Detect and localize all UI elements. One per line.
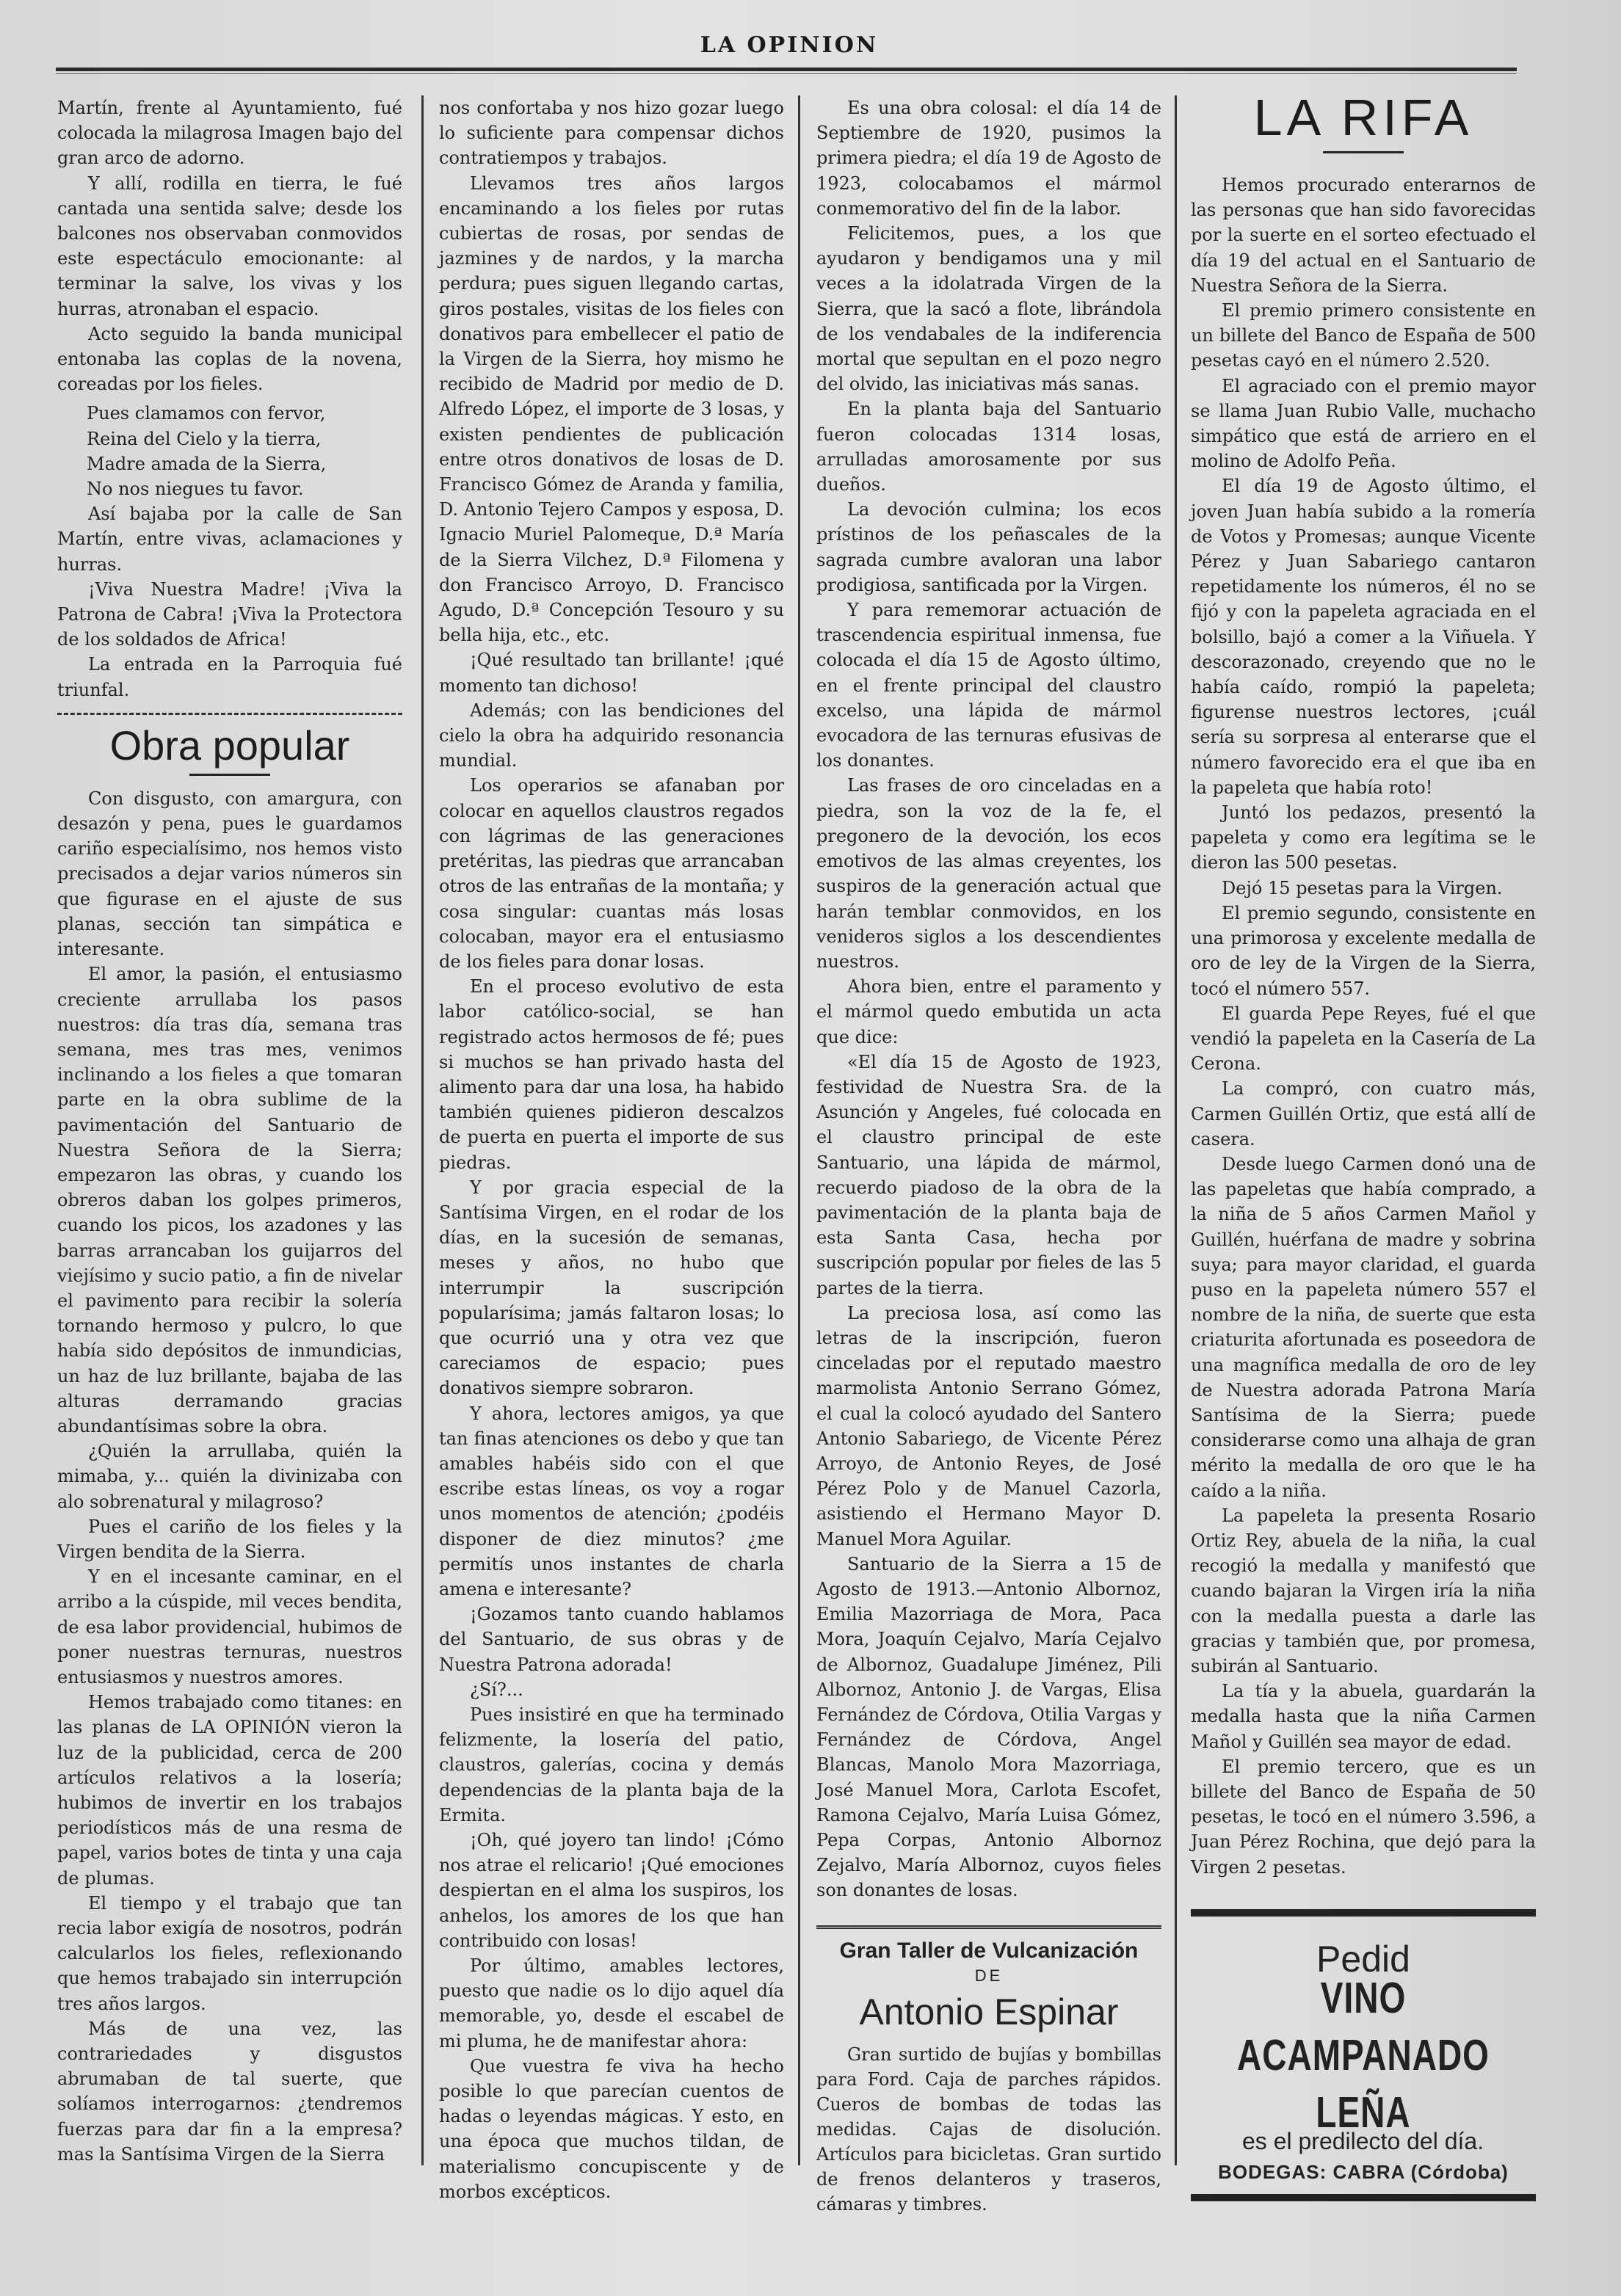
paragraph: Felicitemos, pues, a los que ayudaron y bendigamos una y mil veces a la idolatrada Virgen de la Sierra, que la sacó a flote, librándola de los vendabales de la indiferencia mortal que sepultan en el pozo negro del olvido, las iniciativas más sanas. <box>816 223 1161 395</box>
header-rule-thin <box>56 73 1517 74</box>
paragraph: ¡Qué resultado tan brillante! ¡qué momento tan dichoso! <box>439 650 784 696</box>
paragraph: El premio tercero, que es un billete del Banco de España de 50 pesetas, le tocó en el número 3.596, a Juan Pérez Rochina, que dejó para la Virgen 2 pesetas. <box>1191 1756 1536 1878</box>
header-rule <box>56 68 1517 71</box>
column-rule <box>1175 95 1177 2165</box>
paragraph: Desde luego Carmen donó una de las papeletas que había comprado, a la niña de 5 años Carmen Mañol y Guillén, huérfana de madre y sobrina suya; para mayor claridad, el guarda puso en la papeleta número 557 el nombre de la niña, de suerte que esta criaturita afortunada es poseedora de una magnífica medalla de oro de ley de Nuestra adorada Patrona María Santísima de la Sierra; puede considerarse como una alhaja de gran mérito la medalla de oro que le ha caído a la niña. <box>1191 1153 1536 1501</box>
paragraph: La entrada en la Parroquia fué triunfal. <box>57 654 402 700</box>
paragraph: «El día 15 de Agosto de 1923, festividad de Nuestra Sra. de la Asunción y Angeles, fué colocada en el claustro principal de este Santuario, una lápida de mármol, recuerdo piadoso de la obra de la pavimentación de la planta baja de esta Santa Casa, hecha por suscripción popular por fieles de las 5 partes de la tierra. <box>816 1051 1161 1298</box>
column-2 <box>439 95 784 2204</box>
ad-line-product: VINO ACAMPANADO LEÑA <box>1237 1972 1490 2137</box>
paragraph: ¡Oh, qué joyero tan lindo! ¡Cómo nos atrae el relicario! ¡Qué emociones despiertan en el alma los suspiros, los anhelos, los amores de los que han contribuido con losas! <box>439 1830 784 1951</box>
paragraph: Y ahora, lectores amigos, ya que tan finas atenciones os debo y que tan amables habéis sido con el que escribe estas líneas, os voy a rogar unos momentos de atención; ¿podéis disponer de diez minutos? ¿me permitís unos instantes de charla amena e interesante? <box>439 1403 784 1599</box>
paragraph: La papeleta la presenta Rosario Ortiz Rey, abuela de la niña, la cual recogió la medalla y manifestó que cuando bajaran la Virgen iría la niña con la medalla puesta a darle las gracias y también que, por promesa, subirán al Santuario. <box>1191 1505 1536 1676</box>
paragraph: El premio segundo, consistente en una primorosa y excelente medalla de oro de ley de la Virgen de la Sierra, tocó el número 557. <box>1191 902 1536 999</box>
verse-line: Pues clamamos con fervor, <box>87 403 326 424</box>
paragraph: El amor, la pasión, el entusiasmo creciente arrullaba los pasos nuestros: día tras día, semana tras semana, mes tras mes, venimos inclinando a los fieles a que tomaran parte en la obra sublime de la pavimentación del Santuario de Nuestra Señora de la Sierra; empezaron las obras, y cuando los obreros daban los golpes primeros, cuando los picos, los azadones y las barras arrancaban los guijarros del viejísimo y sucio patio, a fin de nivelar el pavimento para recibir la solería tornando hermoso y pulcro, lo que había sido depósitos de inmundicias, un haz de luz brillante, bajaba de las alturas derramando gracias abundantísimas sobre la obra. <box>57 964 402 1436</box>
paragraph: Y por gracia especial de la Santísima Virgen, en el rodar de los días, en la sucesión de semanas, meses y años, no hubo que interrumpir la suscripción popularísima; jamás faltaron losas; lo que ocurrió una y otra vez que careciamos de espacio; pues donativos siempre sobraron. <box>439 1177 784 1399</box>
paragraph: Así bajaba por la calle de San Martín, entre vivas, aclamaciones y hurras. <box>57 504 402 575</box>
verse-line: Madre amada de la Sierra, <box>87 453 327 474</box>
paragraph: Por último, amables lectores, puesto que nadie os lo dijo aquel día memorable, yo, desde el escabel de mi pluma, he de manifestar ahora: <box>439 1955 784 2052</box>
paragraph: Martín, frente al Ayuntamiento, fué colocada la milagrosa Imagen bajo del gran arco de adorno. <box>57 98 402 169</box>
ad-de: DE <box>974 1966 1004 1985</box>
paragraph: Las frases de oro cinceladas en a piedra, son la voz de la fe, el pregonero de la devoción, los ecos emotivos de las almas creyentes, los suspiros de la generación actual que harán temblar conmovidos, en los venideros siglos a los descendientes nuestros. <box>816 775 1161 972</box>
verse-line: No nos niegues tu favor. <box>87 479 304 500</box>
paragraph: Es una obra colosal: el día 14 de Septiembre de 1920, pusimos la primera piedra; el día 19 de Agosto de 1923, colocabamos el mármol conmemorativo del fin de la labor. <box>816 98 1161 219</box>
ad-line-bodegas: BODEGAS: CABRA (Córdoba) <box>1218 2160 1509 2183</box>
paragraph: Hemos procurado enterarnos de las personas que han sido favorecidas por la suerte en el sorteo efectuado el día 19 del actual en el Santuario de Nuestra Señora de la Sierra. <box>1191 175 1536 296</box>
paragraph: Acto seguido la banda municipal entonaba las coplas de la novena, coreadas por los fieles. <box>57 323 402 395</box>
paragraph: En la planta baja del Santuario fueron colocadas 1314 losas, arrulladas amorosamente por sus dueños. <box>816 399 1161 495</box>
paragraph: El premio primero consistente en un billete del Banco de España de 500 pesetas cayó en el número 2.520. <box>1191 300 1536 371</box>
paragraph: Pues el cariño de los fieles y la Virgen bendita de la Sierra. <box>57 1516 402 1562</box>
ad-business-name: Antonio Espinar <box>859 1991 1119 2032</box>
ad-line-slogan: es el predilecto del día. <box>1242 2127 1484 2154</box>
paragraph: Con disgusto, con amargura, con desazón y pena, pues le guardamos cariño especialísimo, nos hemos visto precisados a dejar varios números sin que figurase en el ajuste de sus planas, sección tan simpática e interesante. <box>57 788 402 960</box>
paragraph: El tiempo y el trabajo que tan recia labor exigía de nosotros, podrán calcularlos los fieles, reflexionando que hemos trabajado sin interrupción tres años largos. <box>57 1892 402 2014</box>
section-title-obra-popular: Obra popular <box>109 722 350 769</box>
section-title-la-rifa: LA RIFA <box>1253 89 1473 146</box>
paragraph: Que vuestra fe viva ha hecho posible lo que parecían cuentos de hadas o leyendas mágicas. Y esto, en una época que muchos tildan, de materialismo concupiscente y de morbos excépticos. <box>439 2055 784 2202</box>
paragraph: Y en el incesante caminar, en el arribo a la cúspide, mil veces bendita, de esa labor providencial, hubimos de poner nuestras ternuras, nuestros entusiasmos y nuestros amores. <box>57 1566 402 1688</box>
advertisement-vulcanizacion <box>816 1925 1161 2217</box>
paragraph: Más de una vez, las contrariedades y disgustos abrumaban de tal suerte, que solíamos interrogarnos: ¿tendremos fuerzas para dar fin a la empresa? mas la Santísima Virgen de la Sierra <box>57 2018 402 2165</box>
column-3 <box>816 95 1161 2217</box>
title-underline <box>189 774 270 776</box>
paragraph: nos confortaba y nos hizo gozar luego lo suficiente para compensar dichos contratiempos y trabajos. <box>439 98 784 169</box>
paragraph: ¿Quién la arrullaba, quién la mimaba, y... quién la divinizaba con alo sobrenatural y milagroso? <box>57 1441 402 1512</box>
paragraph: Los operarios se afanaban por colocar en aquellos claustros regados con lágrimas de las generaciones pretéritas, las piedras que arrancaban otros de las entrañas de la montaña; y cosa singular: cuantas más losas colocaban, mayor era el entusiasmo de los fieles para donar losas. <box>439 775 784 972</box>
paragraph: La devoción culmina; los ecos prístinos de los peñascales de la sagrada cumbre avaloran una labor prodigiosa, santificada por la Virgen. <box>816 499 1161 595</box>
column-1 <box>57 95 402 2167</box>
paragraph: Además; con las bendiciones del cielo la obra ha adquirido resonancia mundial. <box>439 700 784 771</box>
column-4 <box>1191 88 1536 2201</box>
paragraph: Y allí, rodilla en tierra, le fué cantada una sentida salve; desde los balcones nos observaban conmovidos este espectáculo emocionante: al terminar la salve, los vivas y los hurras, atronaban el espacio. <box>57 172 402 319</box>
paragraph: ¡Viva Nuestra Madre! ¡Viva la Patrona de Cabra! ¡Viva la Protectora de los soldados de Africa! <box>57 578 402 650</box>
section-divider <box>57 713 402 715</box>
paragraph: Llevamos tres años largos encaminando a los fieles por rutas cubiertas de rosas, por sendas de jazmines y de nardos, y la marcha perdura; pues siguen llegando cartas, giros postales, visitas de los fieles con donativos para embellecer el patio de la Virgen de la Sierra, hoy mismo he recibido de Madrid por medio de D. Alfredo López, el importe de 3 losas, y existen pendientes de publicación entre otros donativos de losas de D. Francisco Gómez de Aranda y familia, D. Antonio Tejero Campos y esposa, D. Ignacio Muriel Palomeque, D.ª María de la Sierra Vilchez, D.ª Filomena y don Francisco Arroyo, D. Francisco Agudo, D.ª Concepción Tesouro y su bella hija, etc., etc. <box>439 172 784 646</box>
paragraph: En el proceso evolutivo de esta labor católico-social, se han registrado actos hermosos de fé; pues si muchos se han privado hasta del alimento para dar una losa, ha habido también quienes pidieron descalzos de puerta en puerta el importe de sus piedras. <box>439 976 784 1173</box>
paragraph: Dejó 15 pesetas para la Virgen. <box>1222 877 1503 898</box>
paragraph: La preciosa losa, así como las letras de la inscripción, fueron cinceladas por el reputado maestro marmolista Antonio Serrano Gómez, el cual la colocó ayudado del Santero Antonio Sabariego, de Vicente Pérez Arroyo, de Antonio Reyes, de José Pérez Polo y de Manuel Cazorla, asistiendo el Hermano Mayor D. Manuel Mora Aguilar. <box>816 1302 1161 1550</box>
paragraph: ¿Sí?... <box>470 1679 523 1700</box>
paragraph: Y para rememorar actuación de trascendencia espiritual inmensa, fue colocada el día 15 de Agosto último, en el frente principal del claustro excelso, una lápida de mármol evocadora de las ternuras efusivas de los donantes. <box>816 600 1161 771</box>
paragraph: El agraciado con el premio mayor se llama Juan Rubio Valle, muchacho simpático que está de arriero en el molino de Adolfo Peña. <box>1191 375 1536 472</box>
advertisement-vino <box>1191 1909 1536 2201</box>
paragraph: El día 19 de Agosto último, el joven Juan había subido a la romería de Votos y Promesas; aunque Vicente Pérez y Juan Sabariego cantaron repetidamente los números, él no se fijó y con la papeleta agraciada en el bolsillo, bajó a comer a la Viñuela. Y descorazonado, creyendo que no le había caído, rompió la papeleta; figurense nuestros lectores, ¡cuál sería su sorpresa al enterarse que el número favorecido era el que iba en la papeleta que había roto! <box>1191 476 1536 798</box>
ad-line-pedid: Pedid <box>1316 1938 1410 1980</box>
ad-heading: Gran Taller de Vulcanización <box>839 1938 1139 1963</box>
paragraph: Pues insistiré en que ha terminado felizmente, la losería del patio, claustros, galerías, cocina y demás dependencias de la planta baja de la Ermita. <box>439 1704 784 1825</box>
paragraph: El guarda Pepe Reyes, fué el que vendió la papeleta en la Casería de La Cerona. <box>1191 1003 1536 1075</box>
paragraph: Hemos trabajado como titanes: en las planas de LA OPINIÓN vieron la luz de la publicidad, cerca de 200 artículos relativos a la losería; hubimos de invertir en los trabajos periodísticos más de una resma de papel, varios botes de tinta y una caja de plumas. <box>57 1692 402 1889</box>
column-rule <box>798 95 800 2165</box>
title-underline <box>1323 151 1404 153</box>
paragraph: Santuario de la Sierra a 15 de Agosto de 1913.—Antonio Albornoz, Emilia Mazorriaga de Mora, Paca Mora, Joaquín Cejalvo, María Cejalvo de Albornoz, Guadalupe Jiménez, Pili Albornoz, Antonio J. de Vargas, Elisa Fernández de Córdova, Otilia Vargas y Fernández de Córdova, Angel Blancas, Manolo Mora Mazorriaga, José Manuel Mora, Carlota Escofet, Ramona Cejalvo, María Luisa Gómez, Pepa Corpas, Antonio Albornoz Zejalvo, María Albornoz, cuyos fieles son donantes de losas. <box>816 1553 1161 1901</box>
paragraph: La compró, con cuatro más, Carmen Guillén Ortiz, que está allí de casera. <box>1191 1078 1536 1149</box>
paragraph: Juntó los pedazos, presentó la papeleta y como era legítima se le dieron las 500 pesetas. <box>1191 802 1536 873</box>
verse-line: Reina del Cielo y la tierra, <box>87 428 322 449</box>
paragraph: Ahora bien, entre el paramento y el mármol quedo embutida un acta que dice: <box>816 976 1161 1047</box>
ad-body: Gran surtido de bujías y bombillas para Ford. Caja de parches rápidos. Cueros de bombas de todas las medidas. Cajas de disolución. Artículos para bicicletas. Gran surtido de frenos delanteros y traseros, cámaras y timbres. <box>816 2043 1161 2215</box>
paragraph: ¡Gozamos tanto cuando hablamos del Santuario, de sus obras y de Nuestra Patrona adorada! <box>439 1604 784 1675</box>
column-rule <box>421 95 424 2165</box>
masthead: LA OPINION <box>700 32 879 58</box>
paragraph: La tía y la abuela, guardarán la medalla hasta que la niña Carmen Mañol y Guillén sea mayor de edad. <box>1191 1681 1536 1752</box>
